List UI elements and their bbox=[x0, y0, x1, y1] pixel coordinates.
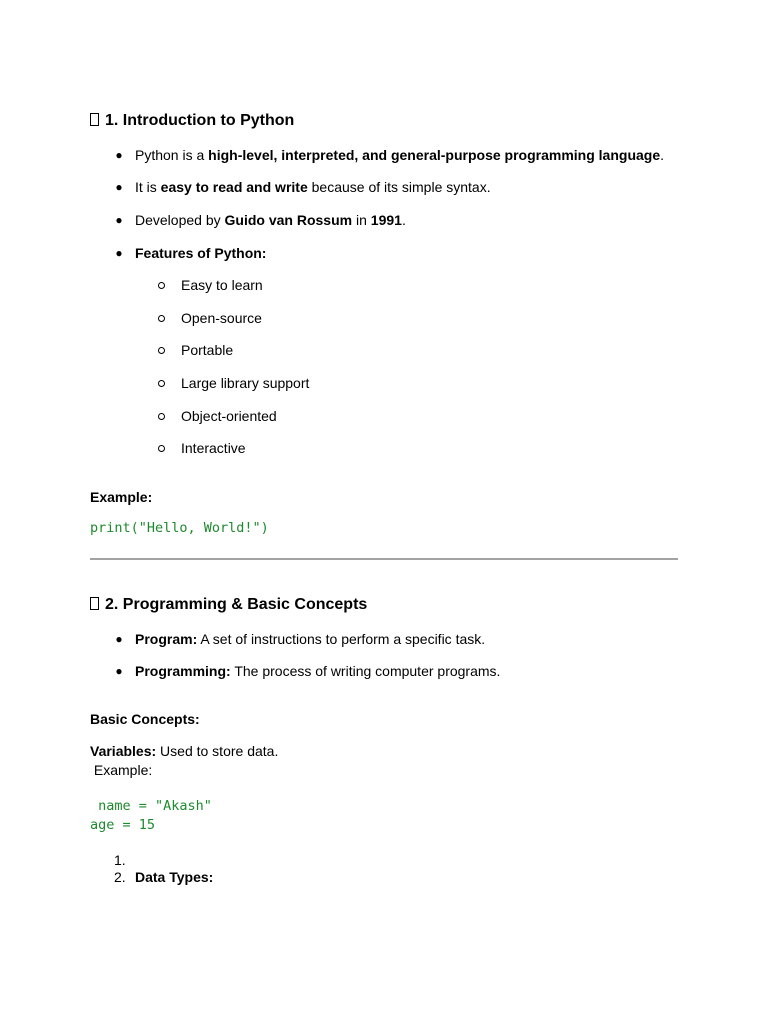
document-page: 1. Introduction to Python ● Python is a high-level, interpreted, and general-purpose programming language. ● It is easy to read and write because of its simple syntax. ● Developed by Guido van Rossum in 1991. ● Features of Python: Easy to learn Open-source Portable Large library support Object-oriented Interactive Example: print("Hello, World!") 2. Programming & Basic Concepts ● Program: A set of instructions to perform a specific task. ● Programming: The process of writing computer programs. Basic Concepts: Variables: Used to store data. Example: name = "Akash" age = 15 1. 2. Data Types: bbox=[0, 0, 768, 1024]
example-label-2: Example: bbox=[90, 762, 153, 778]
missing-glyph-icon bbox=[90, 113, 99, 126]
bullet-icon: ● bbox=[115, 246, 123, 260]
hollow-bullet-icon bbox=[158, 282, 165, 289]
missing-glyph-icon bbox=[90, 597, 99, 610]
bullet-icon: ● bbox=[115, 664, 123, 678]
bullet-icon: ● bbox=[115, 148, 123, 162]
section-2-heading bbox=[90, 595, 367, 615]
variables-line: Variables: Used to store data. bbox=[90, 743, 279, 759]
horizontal-divider bbox=[90, 558, 678, 560]
section-1-heading-text: 1. Introduction to Python bbox=[105, 112, 295, 129]
basic-concepts-label: Basic Concepts: bbox=[90, 711, 200, 727]
hollow-bullet-icon bbox=[158, 445, 165, 452]
code-snippet: print("Hello, World!") bbox=[90, 520, 269, 536]
hollow-bullet-icon bbox=[158, 380, 165, 387]
code-line: age = 15 bbox=[90, 817, 156, 833]
bullet-icon: ● bbox=[115, 632, 123, 646]
hollow-bullet-icon bbox=[158, 413, 165, 420]
code-line: name = "Akash" bbox=[90, 798, 212, 814]
bullet-icon: ● bbox=[115, 213, 123, 227]
hollow-bullet-icon bbox=[158, 347, 165, 354]
bullet-icon: ● bbox=[115, 180, 123, 194]
section-2-heading-text: 2. Programming & Basic Concepts bbox=[105, 596, 368, 613]
example-label: Example: bbox=[90, 489, 153, 505]
hollow-bullet-icon bbox=[158, 315, 165, 322]
section-1-heading bbox=[90, 111, 294, 131]
